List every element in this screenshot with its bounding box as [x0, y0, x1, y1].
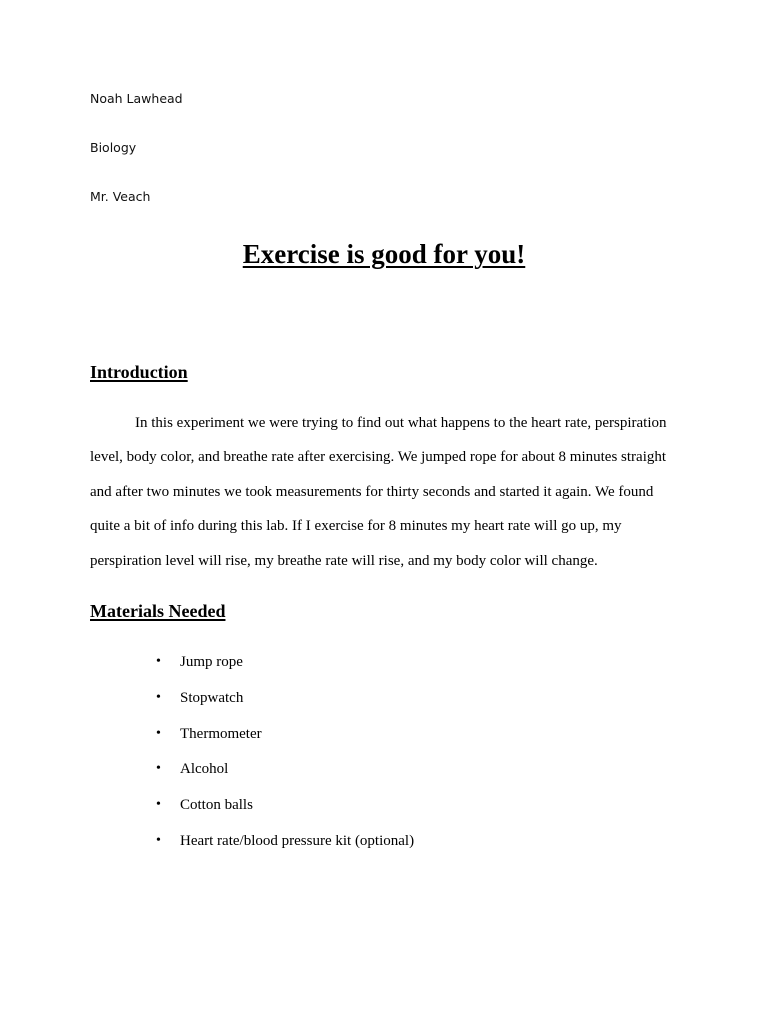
- list-item-text: Stopwatch: [180, 689, 244, 706]
- list-item-text: Alcohol: [180, 761, 229, 778]
- bullet-icon: •: [156, 832, 161, 848]
- introduction-line-2: level, body color, and breathe rate after exercising. We jumped rope for about 8 minutes straight: [90, 449, 667, 465]
- materials-heading: Materials Needed: [90, 601, 226, 621]
- bullet-icon: •: [156, 761, 161, 777]
- introduction-line-1: In this experiment we were trying to find out what happens to the heart rate, perspiration: [135, 415, 667, 431]
- bullet-icon: •: [156, 725, 161, 741]
- introduction-line-4: quite a bit of info during this lab. If I exercise for 8 minutes my heart rate will go up, my: [90, 518, 622, 534]
- bullet-icon: •: [156, 654, 161, 669]
- author-name: Noah Lawhead: [90, 91, 183, 106]
- document-title-wrapper: [0, 237, 768, 271]
- bullet-icon: •: [156, 689, 161, 705]
- introduction-line-5: perspiration level will rise, my breathe rate will rise, and my body color will change.: [90, 553, 598, 569]
- list-item-text: Heart rate/blood pressure kit (optional): [180, 832, 415, 849]
- introduction-line-3: and after two minutes we took measurements for thirty seconds and started it again. We found: [90, 484, 654, 500]
- list-item-text: Cotton balls: [180, 797, 253, 814]
- subject-name: Biology: [90, 140, 137, 155]
- introduction-heading: Introduction: [90, 362, 188, 382]
- teacher-name: Mr. Veach: [90, 189, 151, 204]
- list-item-text: Jump rope: [180, 654, 243, 670]
- document-title: Exercise is good for you!: [242, 239, 526, 269]
- bullet-icon: •: [156, 797, 161, 813]
- list-item-text: Thermometer: [180, 725, 262, 742]
